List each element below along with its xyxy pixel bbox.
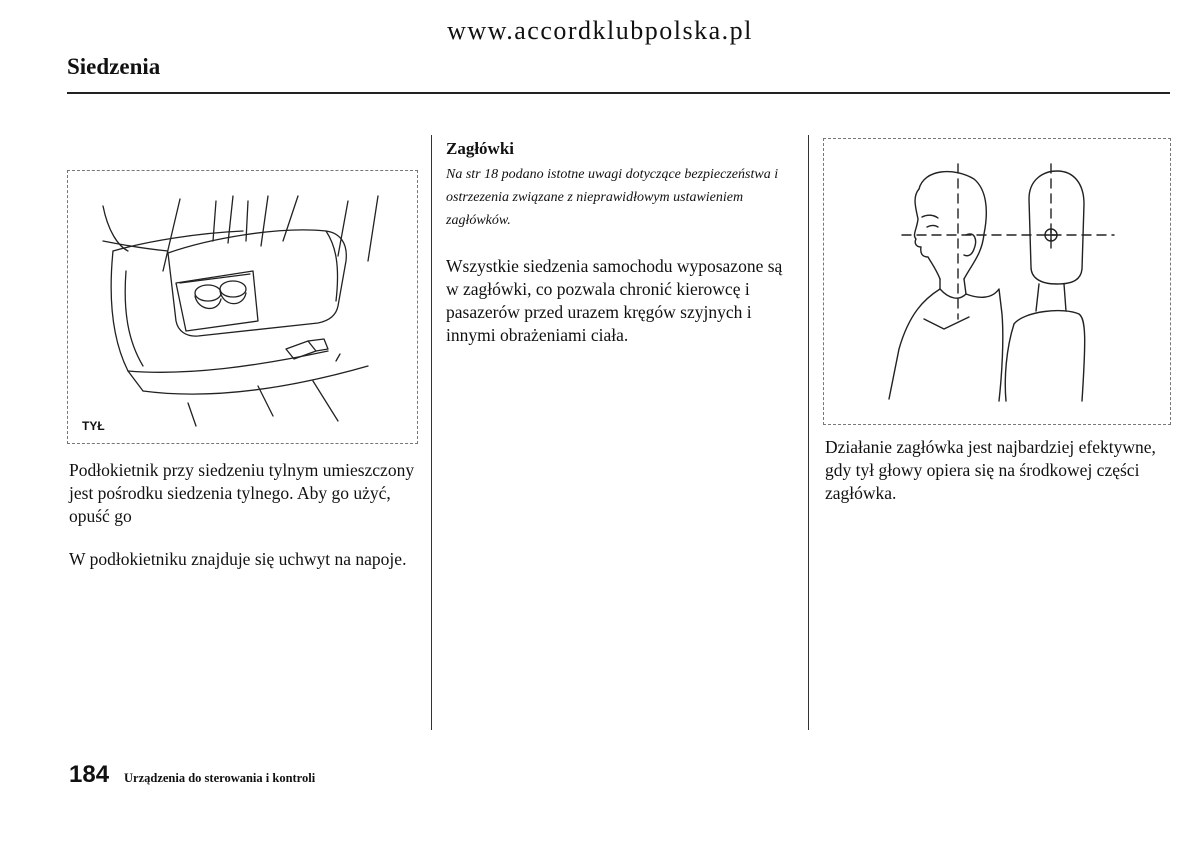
headrest-illustration-icon	[824, 139, 1170, 424]
header-rule	[67, 92, 1170, 94]
column-divider-1	[431, 135, 432, 730]
armrest-description: Podłokietnik przy siedzeniu tylnym umieszczony jest pośrodku siedzenia tylnego. Aby go użyć, opuść go	[69, 460, 415, 526]
headrest-caption: Działanie zagłówka jest najbardziej efektywne, gdy tył głowy opiera się na środkowej części zagłówka.	[825, 437, 1156, 503]
chapter-title: Urządzenia do sterowania i kontroli	[124, 771, 316, 785]
headrest-figure	[823, 138, 1171, 425]
site-url: www.accordklubpolska.pl	[447, 16, 753, 45]
headrests-description: Wszystkie siedzenia samochodu wyposazone są w zagłówki, co pozwala chronić kierowcę i pasazerów przed urazem kręgów szyjnych i innymi obrażeniami ciała.	[446, 256, 783, 345]
armrest-illustration-icon	[68, 171, 417, 443]
column-divider-2	[808, 135, 809, 730]
figure-label-rear: TYŁ	[82, 419, 105, 433]
headrests-heading: Zagłówki	[446, 139, 515, 158]
armrest-figure	[67, 170, 418, 444]
cupholder-description: W podłokietniku znajduje się uchwyt na napoje.	[69, 549, 407, 569]
page-number: 184	[69, 761, 110, 788]
section-title: Siedzenia	[67, 54, 161, 79]
headrests-safety-note: Na str 18 podano istotne uwagi dotyczące bezpieczeństwa i ostrzezenia związane z nieprawidłowym ustawieniem zagłówków.	[446, 167, 779, 228]
